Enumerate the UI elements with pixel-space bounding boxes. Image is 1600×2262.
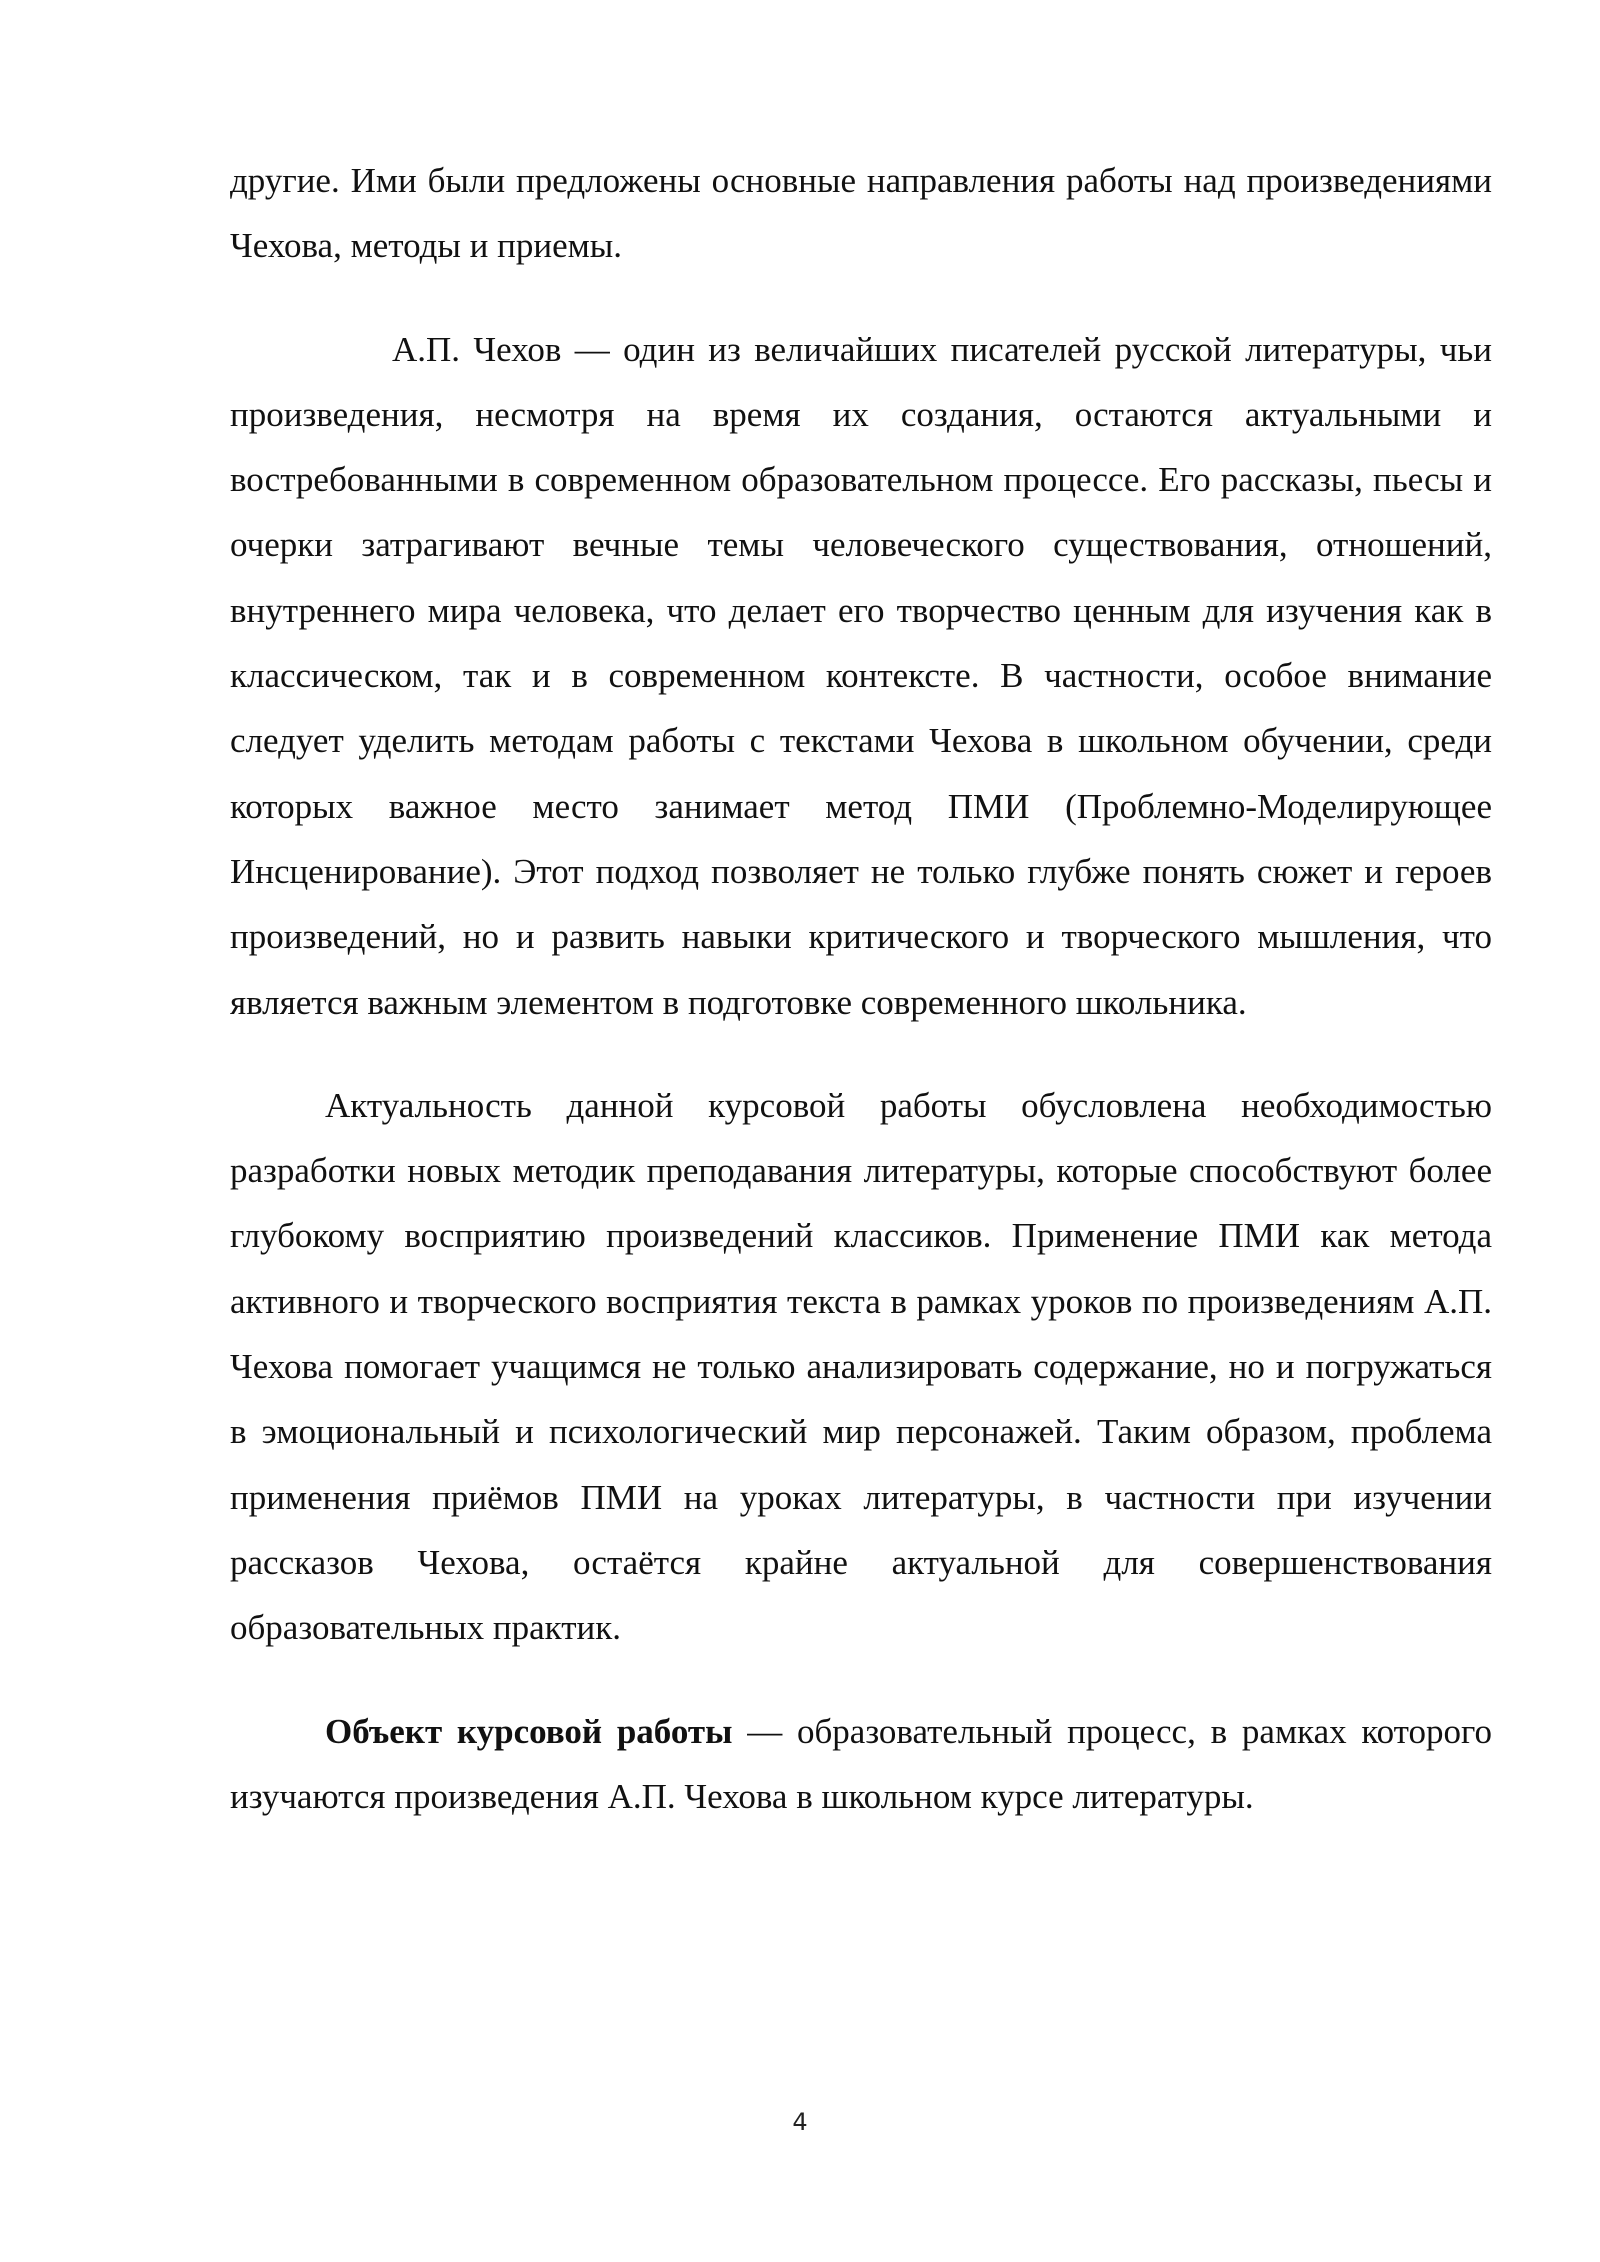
page-number: 4 xyxy=(792,2108,808,2136)
research-object-term: Объект курсовой работы xyxy=(325,1711,733,1751)
research-object-text: — образовательный процесс, в рамках которого изучаются произведения А.П. Чехова в школьном курсе литературы. xyxy=(230,1711,1492,1816)
paragraph-chekhov-intro: А.П. Чехов — один из величайших писателей русской литературы, чьи произведения, несмотря на время их создания, остаются актуальными и востребованными в современном образовательном процессе. Его рассказы, пьесы и очерки затрагивают вечные темы человеческого существования, отношений, внутреннего мира человека, что делает его творчество ценным для изучения как в классическом, так и в современном контексте. В частности, особое внимание следует уделить методам работы с текстами Чехова в школьном обучении, среди которых важное место занимает метод ПМИ (Проблемно-Моделирующее Инсценирование). Этот подход позволяет не только глубже понять сюжет и героев произведений, но и развить навыки критического и творческого мышления, что является важным элементом в подготовке современного школьника. xyxy=(230,329,1492,1022)
paragraph-continuation: другие. Ими были предложены основные направления работы над произведениями Чехова, методы и приемы. xyxy=(230,161,1492,266)
paragraph-relevance: Актуальность данной курсовой работы обусловлена необходимостью разработки новых методик преподавания литературы, которые способствуют более глубокому восприятию произведений классиков. Применение ПМИ как метода активного и творческого восприятия текста в рамках уроков по произведениям А.П. Чехова помогает учащимся не только анализировать содержание, но и погружаться в эмоциональный и психологический мир персонажей. Таким образом, проблема применения приёмов ПМИ на уроках литературы, в частности при изучении рассказов Чехова, остаётся крайне актуальной для совершенствования образовательных практик. xyxy=(230,1085,1492,1648)
paragraph-research-object xyxy=(230,1699,1492,1830)
page-body xyxy=(230,148,1492,1829)
